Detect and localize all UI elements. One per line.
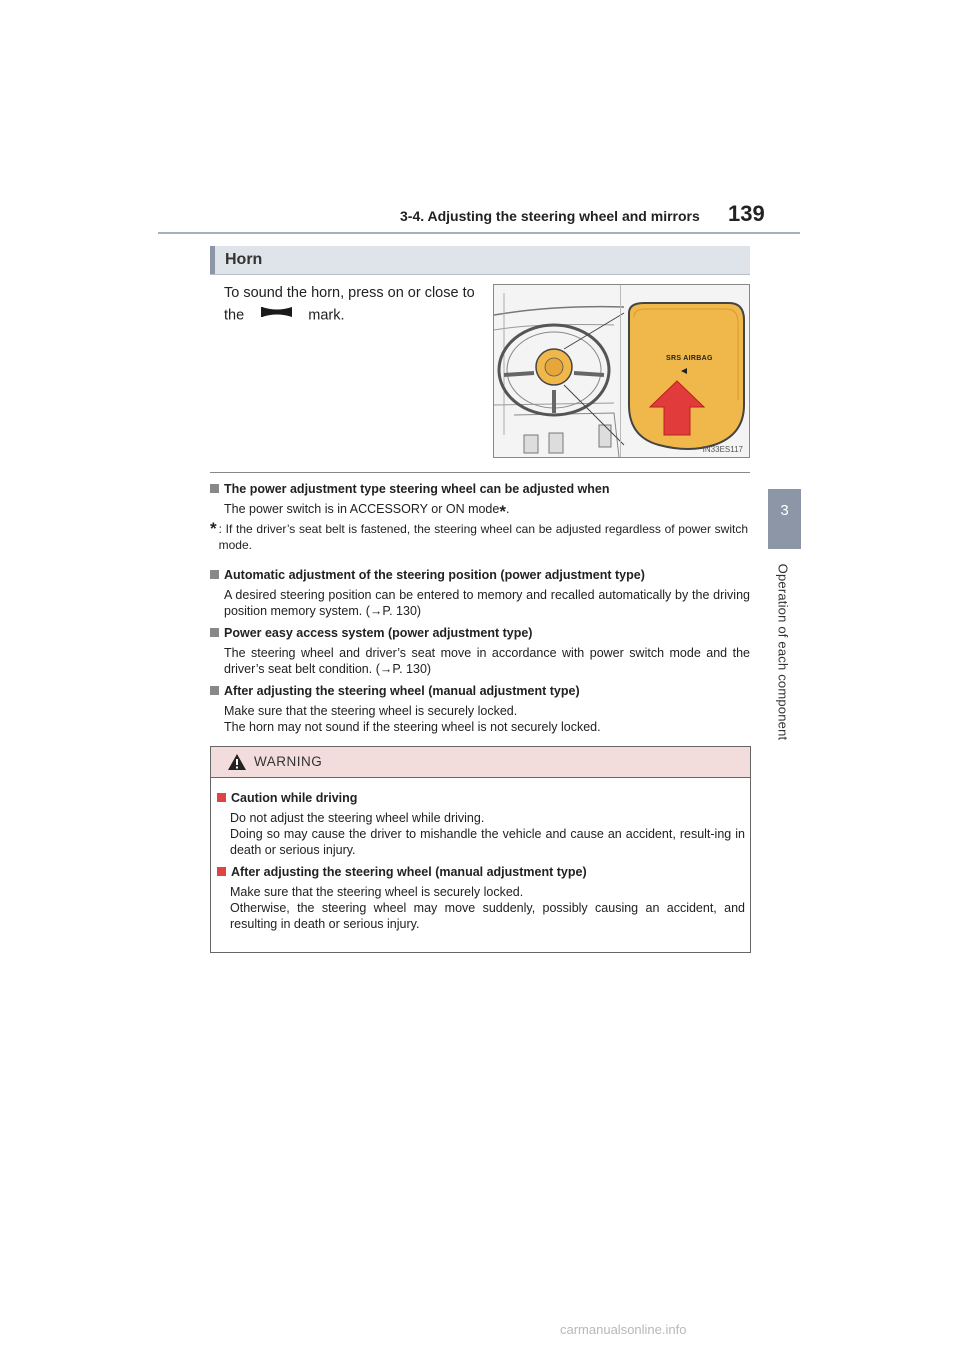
airbag-label: SRS AIRBAG — [666, 355, 713, 362]
note-body: The power switch is in ACCESSORY or ON mode — [224, 502, 500, 516]
footnote-marker-ref: * — [210, 519, 217, 538]
warning-body-2: Otherwise, the steering wheel may move suddenly, possibly causing an accident, and resulting in death or serious injury. — [230, 901, 745, 931]
content-divider — [210, 472, 750, 473]
note-power-adjustment: The power adjustment type steering wheel can be adjusted when The power switch is in ACCESSORY or ON mode*. — [210, 482, 750, 520]
section-rule — [210, 274, 750, 275]
note-after-adjusting: After adjusting the steering wheel (manual adjustment type) Make sure that the steering wheel is securely locked. The horn may not sound if the steering wheel is not securely locked. — [210, 684, 750, 735]
footnote — [210, 521, 750, 553]
section-heading: Horn — [225, 251, 263, 268]
note-body: The steering wheel and driver’s seat move in accordance with power switch mode and the driver’s seat belt condition. (→P. 130) — [224, 646, 750, 676]
running-header-section-title: 3-4. Adjusting the steering wheel and mirrors — [400, 208, 700, 224]
note-bullet-icon — [210, 686, 219, 695]
horn-intro-line1: To sound the horn, press on or close to — [224, 285, 475, 301]
steering-wheel-horn-illustration — [493, 284, 750, 458]
warning-item-after-adjusting: After adjusting the steering wheel (manual adjustment type) Make sure that the steering wheel is securely locked. Otherwise, the steering wheel may move suddenly, possibly causing an accident, and resulting in death or serious injury. — [217, 865, 745, 932]
footnote-text: : If the driver’s seat belt is fastened, the steering wheel can be adjusted regardless of power switch mode. — [218, 522, 748, 552]
figure-code: IN33ES117 — [702, 445, 743, 454]
warning-body-1: Make sure that the steering wheel is securely locked. — [230, 885, 524, 899]
warning-header — [211, 747, 750, 778]
note-automatic-adjustment: Automatic adjustment of the steering position (power adjustment type) A desired steering position can be entered to memory and recalled automatically by the driving position memory system. (→P. 130) — [210, 568, 750, 619]
horn-icon — [260, 304, 294, 327]
section-heading-bar — [210, 246, 750, 274]
watermark: carmanualsonline.info — [560, 1322, 687, 1337]
warning-bullet-icon — [217, 793, 226, 802]
illustration-drawing — [494, 285, 749, 457]
chapter-number: 3 — [780, 502, 789, 519]
note-bullet-icon — [210, 484, 219, 493]
note-bullet-icon — [210, 570, 219, 579]
warning-item-caution-driving: Caution while driving Do not adjust the steering wheel while driving. Doing so may cause the driver to mishandle the vehicle and cause an accident, result-ing in death or serious injury. — [217, 791, 745, 858]
note-body: A desired steering position can be entered to memory and recalled automatically by the driving position memory system. (→P. 130) — [224, 588, 750, 618]
note-power-easy-access: Power easy access system (power adjustment type) The steering wheel and driver’s seat move in accordance with power switch mode and the driver’s seat belt condition. (→P. 130) — [210, 626, 750, 677]
warning-label: WARNING — [254, 754, 323, 769]
note-bullet-icon — [210, 628, 219, 637]
horn-intro-line2: the mark. — [224, 304, 486, 327]
warning-triangle-icon — [227, 753, 247, 771]
chapter-title: Operation of each component — [775, 563, 791, 741]
warning-body-2: Doing so may cause the driver to mishandle the vehicle and cause an accident, result-ing in death or serious injury. — [230, 827, 745, 857]
chapter-tab — [768, 489, 801, 549]
note-body-2: The horn may not sound if the steering wheel is not securely locked. — [224, 720, 601, 734]
note-body-1: Make sure that the steering wheel is securely locked. — [224, 704, 518, 718]
footnote-marker: * — [499, 502, 506, 521]
horn-intro — [224, 282, 486, 327]
header-rule — [158, 232, 800, 234]
warning-bullet-icon — [217, 867, 226, 876]
page-number: 139 — [728, 201, 765, 226]
warning-box — [210, 746, 751, 953]
chapter-title-vertical — [767, 556, 799, 748]
warning-body-1: Do not adjust the steering wheel while driving. — [230, 811, 485, 825]
